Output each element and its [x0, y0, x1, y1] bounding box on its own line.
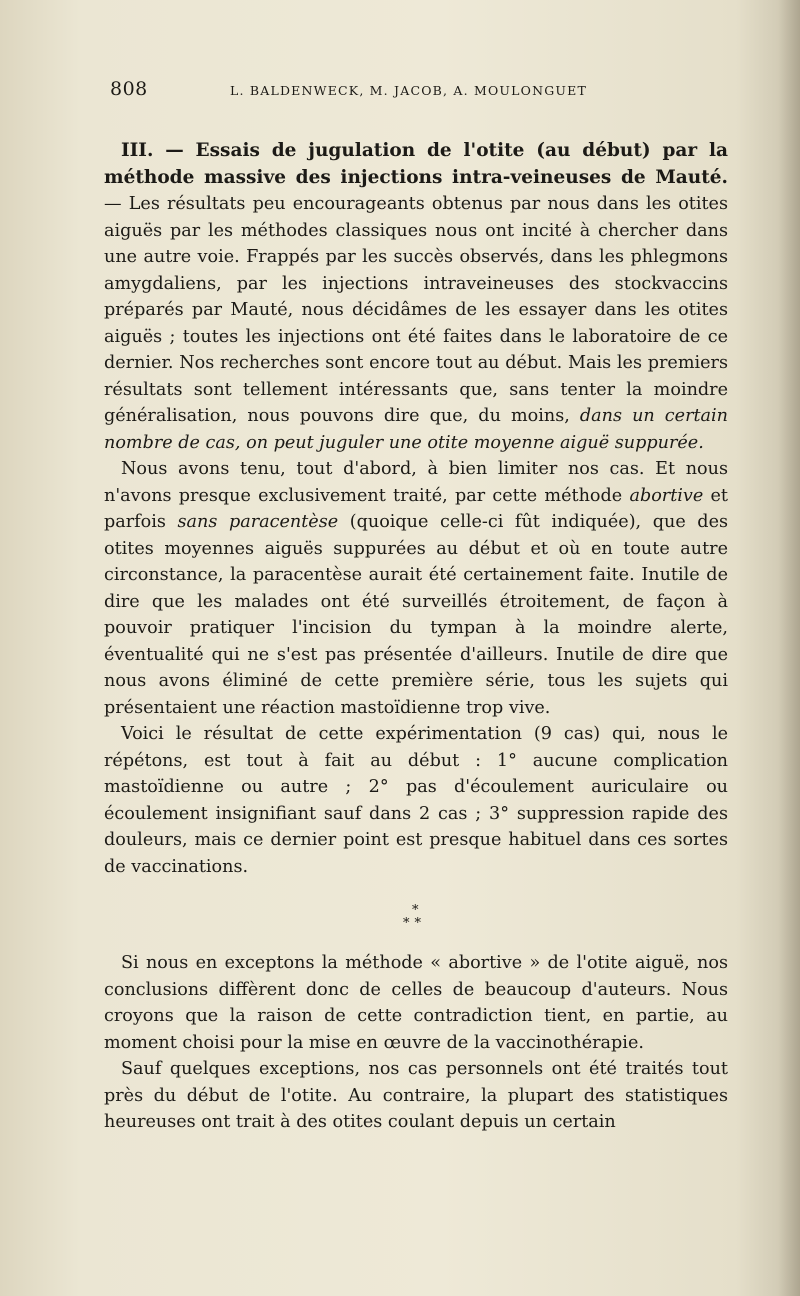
paragraph-intro-text: — Les résultats peu encourageants obtenus par nous dans les otites aiguës par les méthodes classiques nous ont incité à chercher dans une autre voie. Frappés par les succès observés, dans les phlegmons amygdaliens, par les injections intraveineuses des stockvaccins préparés par Mauté, nous décidâmes de les essayer dans les otites aiguës ; toutes les injections ont été faites dans le laboratoire de ce dernier. Nos recherches sont encore tout au début. Mais les premiers résultats sont tellement intéressants que, sans tenter la moindre généralisation, nous pouvons dire que, du moins,: [104, 194, 728, 426]
section-title: III. — Essais de jugulation de l'otite (au début) par la méthode massive des injections intra-veineuses de Mauté.: [104, 140, 728, 188]
page-header: [110, 78, 710, 108]
paragraph-conclusions: Si nous en exceptons la méthode « abortive » de l'otite aiguë, nos conclusions diffèrent donc de celles de beaucoup d'auteurs. Nous croyons que la raison de cette contradiction tient, en partie, au moment choisi pour la mise en œuvre de la vaccinothérapie.: [104, 953, 728, 1053]
asterism-top-star: *: [412, 903, 419, 918]
asterism-separator: [104, 880, 728, 950]
paragraph-method-text-c: (quoique celle-ci fût indiquée), que des otites moyennes aiguës suppurées au début et où en toute autre circonstance, la paracentèse aurait été certainement faite. Inutile de dire que les malades ont été surveillés étroitement, de façon à pouvoir pratiquer l'incision du tympan à la moindre alerte, éventualité qui ne s'est pas présentée d'ailleurs. Inutile de dire que nous avons éliminé de cette première série, tous les sujets qui présentaient une réaction mastoïdienne trop vive.: [104, 512, 729, 718]
page-edge-shadow: [778, 0, 800, 1296]
page-number: 808: [110, 78, 148, 100]
paragraph-method-text-b: et parfois: [104, 485, 728, 532]
paragraph-personal-cases: Sauf quelques exceptions, nos cas personnels ont été traités tout près du début de l'otite. Au contraire, la plupart des statistiques heureuses ont trait à des otites coulant depuis un certain: [104, 1059, 728, 1132]
running-head-authors: L. BALDENWECK, M. JACOB, A. MOULONGUET: [230, 83, 588, 98]
paragraph-intro-italic: dans un certain nombre de cas, on peut juguler une otite moyenne aiguë suppurée.: [104, 406, 728, 453]
paragraph-method-text-a: Nous avons tenu, tout d'abord, à bien limiter nos cas. Et nous n'avons presque exclusivement traité, par cette méthode: [104, 459, 728, 506]
paragraph-method: [104, 456, 728, 721]
paragraph-intro: [104, 138, 728, 456]
paragraph-method-italic-paracentese: sans paracentèse: [177, 512, 339, 532]
asterism-bottom-stars: **: [403, 916, 426, 931]
body-text: [104, 138, 728, 1136]
paragraph-results: Voici le résultat de cette expérimentation (9 cas) qui, nous le répétons, est tout à fait au début : 1° aucune complication mastoïdienne ou autre ; 2° pas d'écoulement auriculaire ou écoulement insignifiant sauf dans 2 cas ; 3° suppression rapide des douleurs, mais ce dernier point est presque habituel dans ces sortes de vaccinations.: [104, 724, 728, 877]
paragraph-method-italic-abortive: abortive: [629, 485, 704, 506]
